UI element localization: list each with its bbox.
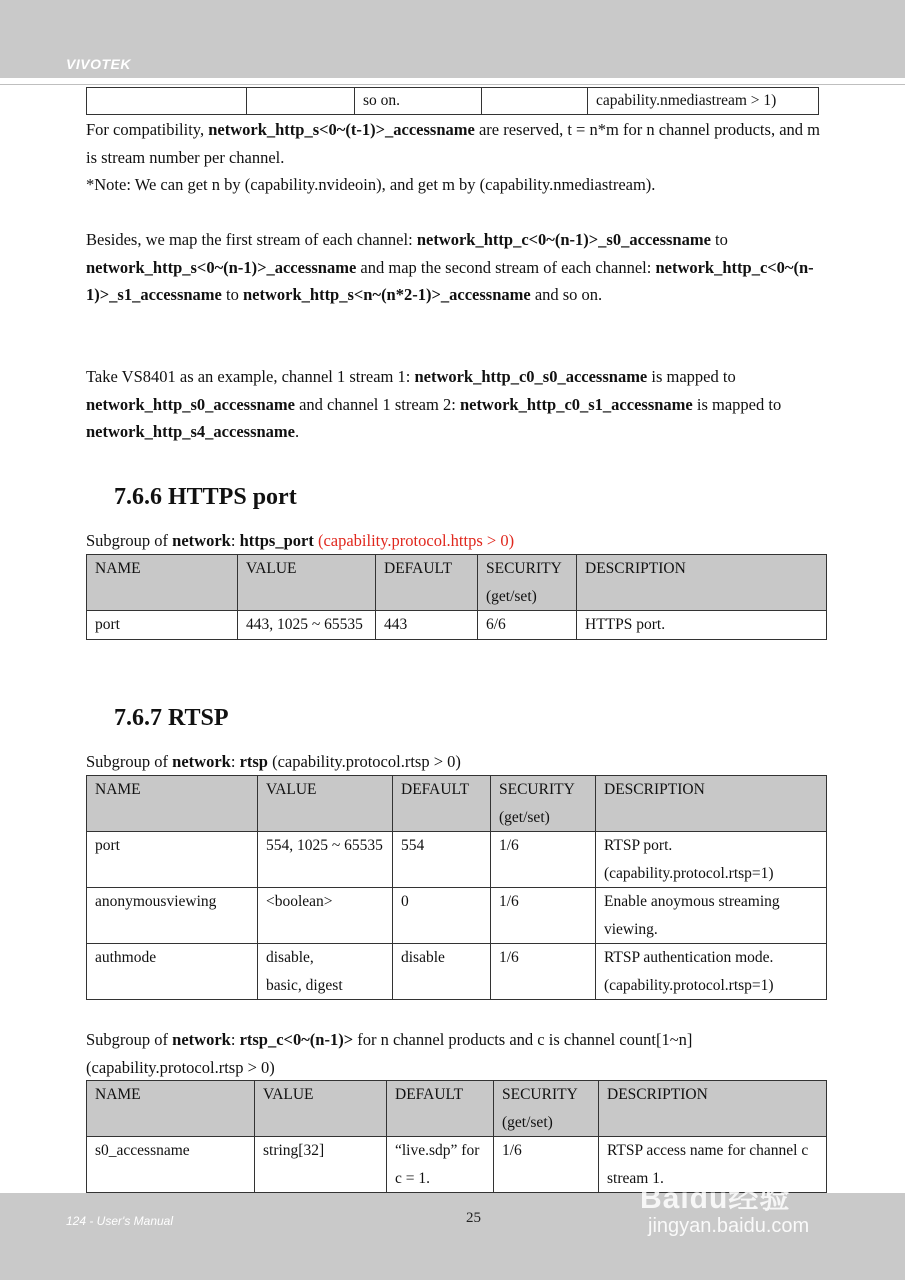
page-number: 25 (466, 1210, 481, 1226)
compatibility-paragraph: For compatibility, network_http_s<0~(t-1)>_accessname are reserved, t = n*m for n channel products, and m is stream number per channel. *Note: We can get n by (capability.nvideoin), and get m by (capability.nmediastream). (86, 116, 826, 199)
section-heading-rtsp: 7.6.7 RTSP (114, 705, 229, 731)
table-cell (482, 88, 588, 115)
table-row (87, 944, 827, 1000)
table-row (87, 611, 827, 640)
rtsp-channel-subgroup-line: Subgroup of network: rtsp_c<0~(n-1)> for n channel products and c is channel count[1~n] (capability.protocol.rtsp > 0) (86, 1030, 693, 1077)
note-text: *Note: We can get n by (capability.nvideoin), and get m by (capability.nmediastream). (86, 175, 656, 194)
column-header: DEFAULT (376, 555, 478, 611)
table-cell: 1/6 (491, 888, 596, 944)
table-cell (247, 88, 355, 115)
column-header: NAME (87, 776, 258, 832)
page-footer (0, 1182, 905, 1280)
column-header: SECURITY (get/set) (478, 555, 577, 611)
table-cell: <boolean> (258, 888, 393, 944)
column-header: VALUE (238, 555, 376, 611)
table-header-row (87, 776, 827, 832)
column-header: DEFAULT (393, 776, 491, 832)
table-cell: s0_accessname (87, 1137, 255, 1193)
mapping-paragraph: Besides, we map the first stream of each channel: network_http_c<0~(n-1)>_s0_accessname to network_http_s<0~(n-1)>_accessname and map the second stream of each channel: network_http_c<0~(n-1)>_s1_accessname to network_http_s<n~(n*2-1)>_accessname and so on. (86, 230, 814, 304)
watermark-logo: Baidu经验 (640, 1182, 791, 1215)
section-heading-https: 7.6.6 HTTPS port (114, 484, 297, 510)
table-row (87, 88, 819, 115)
table-header-row (87, 1081, 827, 1137)
column-header: SECURITY (get/set) (494, 1081, 599, 1137)
table-row (87, 888, 827, 944)
rtsp-table (86, 775, 827, 1000)
table-cell: so on. (355, 88, 482, 115)
column-header: NAME (87, 555, 238, 611)
table-cell: HTTPS port. (577, 611, 827, 640)
table-cell: 554, 1025 ~ 65535 (258, 832, 393, 888)
https-table (86, 554, 827, 640)
table-row (87, 832, 827, 888)
table-cell: 443 (376, 611, 478, 640)
table-cell: 1/6 (491, 944, 596, 1000)
table-cell: string[32] (255, 1137, 387, 1193)
table-cell: 554 (393, 832, 491, 888)
column-header: VALUE (258, 776, 393, 832)
column-header: SECURITY (get/set) (491, 776, 596, 832)
table-cell: RTSP port. (capability.protocol.rtsp=1) (596, 832, 827, 888)
table-cell: anonymousviewing (87, 888, 258, 944)
watermark-url: jingyan.baidu.com (648, 1215, 810, 1237)
rtsp-subgroup-line: Subgroup of network: rtsp (capability.protocol.rtsp > 0) (86, 752, 461, 771)
table-cell: disable (393, 944, 491, 1000)
header-divider (0, 84, 905, 85)
manual-page-label: 124 - User's Manual (66, 1214, 174, 1228)
table-cell: 1/6 (494, 1137, 599, 1193)
table-cell: port (87, 832, 258, 888)
table-cell: port (87, 611, 238, 640)
table-cell: disable, basic, digest (258, 944, 393, 1000)
column-header: DESCRIPTION (596, 776, 827, 832)
column-header: DESCRIPTION (577, 555, 827, 611)
table-cell: RTSP authentication mode. (capability.protocol.rtsp=1) (596, 944, 827, 1000)
table-cell: authmode (87, 944, 258, 1000)
https-subgroup-line: Subgroup of network: https_port (capability.protocol.https > 0) (86, 531, 515, 550)
column-header: VALUE (255, 1081, 387, 1137)
table-cell: capability.nmediastream > 1) (588, 88, 819, 115)
table-cell: 1/6 (491, 832, 596, 888)
column-header: DEFAULT (387, 1081, 494, 1137)
table-cell: RTSP access name for channel c stream 1. (599, 1137, 827, 1193)
table-cell: “live.sdp” for c = 1. (387, 1137, 494, 1193)
page-header (0, 0, 905, 78)
continuation-table (86, 87, 819, 115)
column-header: DESCRIPTION (599, 1081, 827, 1137)
example-paragraph: Take VS8401 as an example, channel 1 stream 1: network_http_c0_s0_accessname is mapped to network_http_s0_accessname and channel 1 stream 2: network_http_c0_s1_accessname is mapped to network_http_s4_accessname. (86, 367, 782, 441)
column-header: NAME (87, 1081, 255, 1137)
table-header-row (87, 555, 827, 611)
table-cell (87, 88, 247, 115)
table-cell: 6/6 (478, 611, 577, 640)
table-cell: 443, 1025 ~ 65535 (238, 611, 376, 640)
table-cell: Enable anoymous streaming viewing. (596, 888, 827, 944)
brand-logo: VIVOTEK (66, 56, 131, 72)
table-cell: 0 (393, 888, 491, 944)
